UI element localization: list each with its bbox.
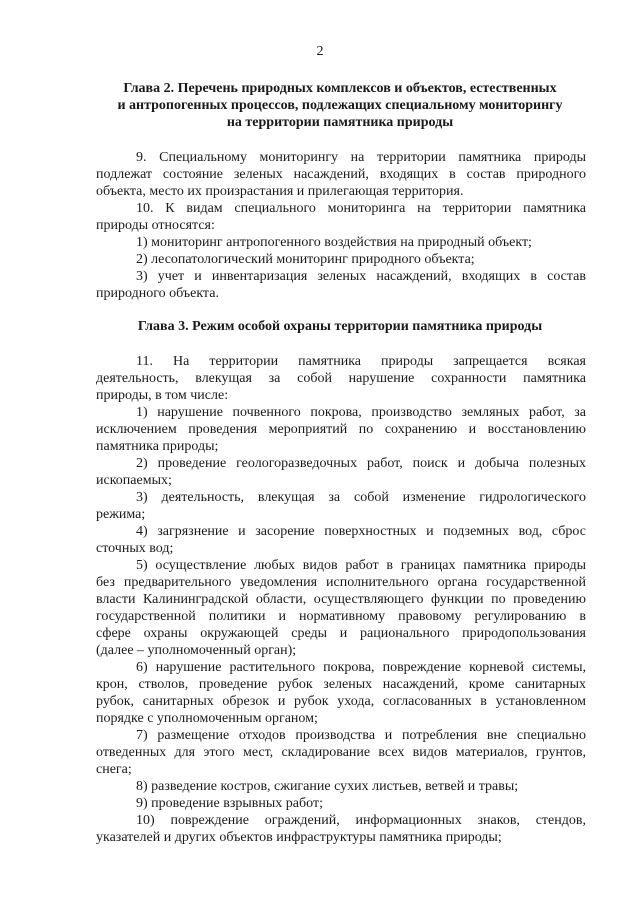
paragraph-line: 10) повреждение ограждений, информационных знаков, стендов, bbox=[136, 813, 586, 828]
paragraph-line: 4) загрязнение и засорение поверхностных и подземных вод, сброс bbox=[136, 524, 586, 539]
chapter-3-title: Глава 3. Режим особой охраны территории памятника природы bbox=[137, 319, 543, 334]
paragraph-line: природного объекта. bbox=[96, 286, 219, 301]
chapter-2-title-line: и антропогенных процессов, подлежащих специальному мониторингу bbox=[117, 98, 563, 113]
paragraph-line: (далее – уполномоченный орган); bbox=[96, 643, 297, 658]
page-number: 2 bbox=[316, 44, 324, 59]
paragraph-line: крон, стволов, проведение рубок зеленых насаждений, кроме санитарных bbox=[96, 677, 586, 692]
paragraph-line: 10. К видам специального мониторинга на территории памятника bbox=[136, 201, 586, 216]
paragraph-line: без предварительного уведомления исполнительного органа государственной bbox=[96, 575, 586, 590]
paragraph-line: исключением проведения мероприятий по сохранению и восстановлению bbox=[96, 422, 586, 437]
paragraph-line: памятника природы; bbox=[96, 439, 219, 454]
paragraph-line: 2) лесопатологический мониторинг природного объекта; bbox=[136, 252, 475, 267]
paragraph-line: указателей и других объектов инфраструктуры памятника природы; bbox=[96, 830, 502, 845]
paragraph-line: порядке с уполномоченным органом; bbox=[96, 711, 318, 726]
paragraph-line: 1) нарушение почвенного покрова, производство земляных работ, за bbox=[136, 405, 586, 420]
paragraph-line: 11. На территории памятника природы запрещается всякая bbox=[136, 354, 586, 369]
paragraph-line: 7) размещение отходов производства и потребления вне специально bbox=[136, 728, 586, 743]
paragraph-line: 9. Специальному мониторингу на территории памятника природы bbox=[136, 150, 586, 165]
paragraph-line: сфере охраны окружающей среды и рационального природопользования bbox=[96, 626, 586, 641]
paragraph-line: сточных вод; bbox=[96, 541, 174, 556]
paragraph-line: 3) деятельность, влекущая за собой изменение гидрологического bbox=[136, 490, 586, 505]
paragraph-line: 2) проведение геологоразведочных работ, поиск и добыча полезных bbox=[136, 456, 586, 471]
paragraph-line: 5) осуществление любых видов работ в границах памятника природы bbox=[136, 558, 586, 573]
paragraph-line: 1) мониторинг антропогенного воздействия на природный объект; bbox=[136, 235, 532, 250]
chapter-2-title bbox=[88, 80, 592, 131]
paragraph-line: отведенных для этого мест, складирование всех видов материалов, грунтов, bbox=[96, 745, 586, 760]
paragraph-line: подлежат состояние зеленых насаждений, входящих в состав природного bbox=[96, 167, 586, 182]
paragraph-line: режима; bbox=[96, 507, 146, 522]
paragraph-line: снега; bbox=[96, 762, 132, 777]
paragraph-line: 3) учет и инвентаризация зеленых насаждений, входящих в состав bbox=[136, 269, 586, 284]
paragraph-line: 6) нарушение растительного покрова, повреждение корневой системы, bbox=[136, 660, 586, 675]
paragraph-line: деятельность, влекущая за собой нарушение сохранности памятника bbox=[96, 371, 586, 386]
paragraph-line: 9) проведение взрывных работ; bbox=[136, 796, 323, 811]
paragraph-line: государственной политики и нормативному правовому регулированию в bbox=[96, 609, 586, 624]
paragraph-line: природы относятся: bbox=[96, 218, 215, 233]
paragraph-line: рубок, санитарных обрезок и рубок ухода, согласованных в установленном bbox=[96, 694, 586, 709]
paragraph-line: природы, в том числе: bbox=[96, 388, 229, 403]
chapter-2-title-line: Глава 2. Перечень природных комплексов и объектов, естественных bbox=[123, 81, 557, 96]
chapter-2-title-line: на территории памятника природы bbox=[226, 115, 454, 130]
paragraph-line: 8) разведение костров, сжигание сухих листьев, ветвей и травы; bbox=[136, 779, 519, 794]
paragraph-line: объекта, место их произрастания и прилегающая территория. bbox=[96, 184, 464, 199]
paragraph-line: власти Калининградской области, осуществляющего функции по проведению bbox=[96, 592, 586, 607]
paragraph-line: ископаемых; bbox=[96, 473, 172, 488]
